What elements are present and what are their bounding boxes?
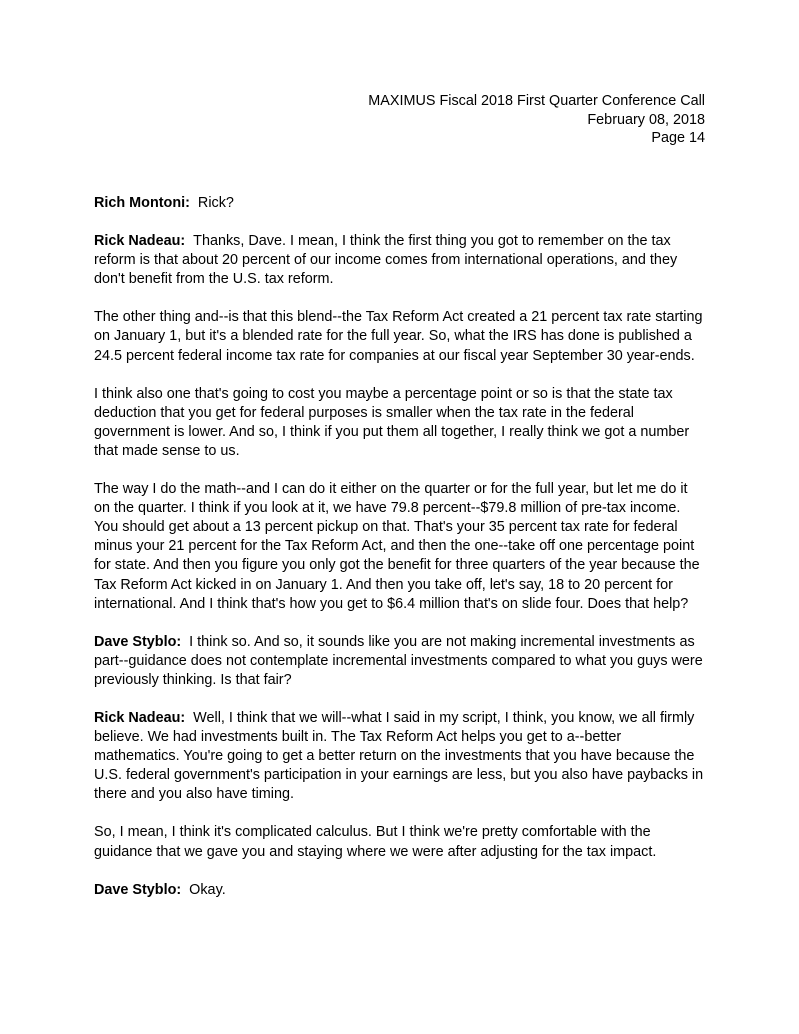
header-title: MAXIMUS Fiscal 2018 First Quarter Conference Call [368, 93, 705, 109]
transcript-paragraph [94, 881, 714, 900]
line-text: for state. And then you figure you only got the benefit for three quarters of the year because the [94, 557, 700, 574]
line-text: that made sense to us. [94, 442, 240, 459]
line-text: government is lower. And so, I think if you put them all together, I really think we got a number [94, 423, 690, 440]
transcript-line [94, 556, 714, 575]
transcript-paragraph [94, 385, 714, 461]
line-text: 24.5 percent federal income tax rate for companies at our fiscal year September 30 year-ends. [94, 347, 695, 364]
line-text: You should get about a 13 percent pickup on that. That's your 35 percent tax rate for federal [94, 519, 678, 536]
line-text: I think so. And so, it sounds like you are not making incremental investments as [189, 633, 695, 650]
transcript-line [94, 709, 714, 728]
line-text: I think also one that's going to cost you maybe a percentage point or so is that the state tax [94, 385, 673, 402]
transcript-line [94, 652, 714, 671]
line-text: The way I do the math--and I can do it either on the quarter or for the full year, but let me do it [94, 481, 688, 498]
transcript-line [94, 843, 714, 862]
line-text: don't benefit from the U.S. tax reform. [94, 271, 334, 288]
line-text: Thanks, Dave. I mean, I think the first thing you got to remember on the tax [193, 233, 671, 250]
line-text: there and you also have timing. [94, 786, 294, 803]
transcript-line [94, 785, 714, 804]
transcript-line [94, 404, 714, 423]
header-date: February 08, 2018 [587, 111, 705, 128]
line-text: international. And I think that's how you get to $6.4 million that's on slide four. Does that help? [94, 595, 689, 612]
transcript-line [94, 251, 714, 270]
transcript-line [94, 766, 714, 785]
transcript-line [94, 499, 714, 518]
transcript-line [94, 633, 714, 652]
line-text: part--guidance does not contemplate incremental investments compared to what you guys were [94, 652, 703, 669]
line-text: deduction that you get for federal purposes is smaller when the tax rate in the federal [94, 404, 634, 421]
transcript-line [94, 595, 714, 614]
transcript-line [94, 671, 714, 690]
line-text: Okay. [189, 881, 226, 898]
line-text: on the quarter. I think if you look at it, we have 79.8 percent--$79.8 million of pre-tax income. [94, 500, 681, 517]
transcript-body [94, 194, 714, 919]
transcript-line [94, 423, 714, 442]
line-text: reform is that about 20 percent of our income comes from international operations, and they [94, 252, 678, 269]
speaker-name: Dave Styblo: [94, 633, 182, 650]
line-text: believe. We had investments built in. The Tax Reform Act helps you get to a--better [94, 729, 622, 746]
transcript-line [94, 308, 714, 327]
transcript-line [94, 480, 714, 499]
page-header [368, 92, 705, 148]
transcript-line [94, 327, 714, 346]
transcript-line [94, 823, 714, 842]
transcript-paragraph [94, 709, 714, 804]
line-text: Rick? [197, 195, 234, 211]
speaker-name: Rick Nadeau: [94, 233, 186, 250]
line-text: The other thing and--is that this blend--the Tax Reform Act created a 21 percent tax rate starting [94, 309, 703, 326]
line-text: U.S. federal government's participation in your earnings are less, but you also have paybacks in [94, 767, 704, 784]
transcript-line [94, 347, 714, 366]
transcript-line [94, 747, 714, 766]
transcript-line [94, 576, 714, 595]
transcript-line [94, 881, 714, 900]
transcript-line [94, 442, 714, 461]
line-text: Well, I think that we will--what I said in my script, I think, you know, we all firmly [193, 709, 695, 726]
transcript-line [94, 728, 714, 747]
line-text: guidance that we gave you and staying where we were after adjusting for the tax impact. [94, 843, 657, 860]
transcript-paragraph [94, 232, 714, 289]
transcript-line [94, 270, 714, 289]
transcript-paragraph [94, 823, 714, 861]
transcript-line [94, 537, 714, 556]
transcript-line [94, 518, 714, 537]
line-text: So, I mean, I think it's complicated calculus. But I think we're pretty comfortable with the [94, 824, 651, 841]
transcript-paragraph [94, 480, 714, 614]
transcript-paragraph [94, 633, 714, 690]
transcript-line [94, 194, 714, 213]
speaker-name: Dave Styblo: [94, 881, 182, 898]
transcript-paragraph [94, 308, 714, 365]
speaker-name: Rick Nadeau: [94, 709, 186, 726]
line-text: mathematics. You're going to get a better return on the investments that you have because the [94, 748, 695, 765]
line-text: previously thinking. Is that fair? [94, 671, 292, 688]
transcript-paragraph [94, 194, 714, 213]
line-text: Tax Reform Act kicked in on January 1. And then you take off, let's say, 18 to 20 percent for [94, 576, 673, 593]
transcript-line [94, 385, 714, 404]
header-page-number: Page 14 [651, 130, 705, 146]
transcript-line [94, 232, 714, 251]
speaker-name: Rich Montoni: [94, 195, 190, 211]
line-text: on January 1, but it's a blended rate for the full year. So, what the IRS has done is published a [94, 328, 692, 345]
line-text: minus your 21 percent for the Tax Reform Act, and then the one--take off one percentage point [94, 538, 695, 555]
